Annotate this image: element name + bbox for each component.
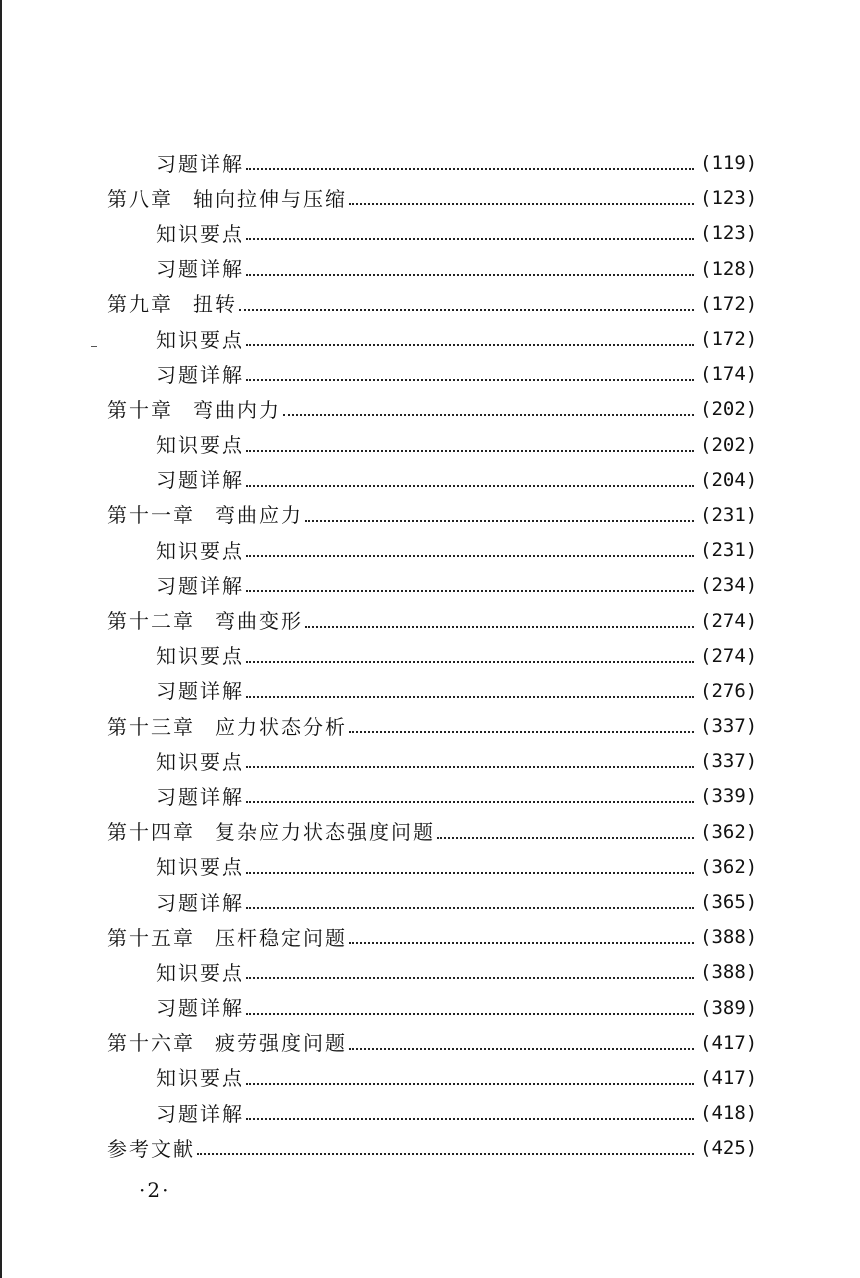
dot-leader (246, 976, 694, 979)
toc-entry-label (107, 1031, 347, 1056)
toc-section-row[interactable] (0, 885, 860, 920)
page-number: (337) (700, 715, 758, 738)
dot-leader (305, 519, 694, 522)
toc-entry-label (156, 890, 244, 915)
toc-section-row[interactable] (0, 744, 860, 779)
dot-leader (246, 695, 694, 698)
toc-chapter-row[interactable] (0, 287, 860, 322)
toc-section-row[interactable] (0, 146, 860, 181)
toc-entry-label (156, 151, 244, 176)
dot-leader (246, 484, 694, 487)
page-number: (274) (700, 644, 758, 667)
toc-section-row[interactable] (0, 252, 860, 287)
page-number: (231) (700, 503, 758, 526)
entry-title: 知识要点 (156, 855, 244, 880)
page-number: (425) (700, 1137, 758, 1160)
entry-title: 知识要点 (156, 433, 244, 458)
toc-entry-label (156, 1066, 244, 1091)
toc-entry-label (156, 257, 244, 282)
toc-entry-label (107, 820, 435, 845)
page-number: (123) (700, 222, 758, 245)
dot-leader (246, 273, 694, 276)
toc-references-row[interactable] (0, 1131, 860, 1166)
dot-leader (437, 836, 694, 839)
page-folio: ·2· (139, 1178, 171, 1202)
toc-entry-label (156, 362, 244, 387)
dot-leader (246, 1117, 694, 1120)
toc-section-row[interactable] (0, 1096, 860, 1131)
page-number: (172) (700, 328, 758, 351)
toc-section-row[interactable] (0, 955, 860, 990)
entry-title: 轴向拉伸与压缩 (193, 186, 347, 211)
dot-leader (197, 1152, 694, 1155)
entry-title: 扭转 (193, 292, 237, 317)
dot-leader (246, 343, 694, 346)
dot-leader (246, 449, 694, 452)
toc-section-row[interactable] (0, 639, 860, 674)
toc-chapter-row[interactable] (0, 815, 860, 850)
toc-entry-label (156, 996, 244, 1021)
toc-entry-label (156, 679, 244, 704)
toc-entry-label (156, 573, 244, 598)
toc-entry-label (156, 1101, 244, 1126)
toc-section-row[interactable] (0, 463, 860, 498)
toc-entry-label (156, 644, 244, 669)
toc-section-row[interactable] (0, 322, 860, 357)
toc-entry-label (156, 784, 244, 809)
entry-title: 习题详解 (156, 679, 244, 704)
entry-title: 参考文献 (107, 1136, 195, 1161)
entry-title: 知识要点 (156, 538, 244, 563)
chapter-number: 第十二章 (107, 609, 195, 634)
entry-title: 知识要点 (156, 1066, 244, 1091)
toc-entry-label (107, 397, 281, 422)
entry-title: 弯曲内力 (193, 397, 281, 422)
toc-chapter-row[interactable] (0, 392, 860, 427)
page-number: (202) (700, 398, 758, 421)
toc-entry-label (156, 433, 244, 458)
toc-section-row[interactable] (0, 674, 860, 709)
toc-chapter-row[interactable] (0, 181, 860, 216)
entry-title: 习题详解 (156, 1101, 244, 1126)
dot-leader (246, 237, 694, 240)
entry-title: 复杂应力状态强度问题 (215, 820, 435, 845)
dot-leader (349, 1047, 694, 1050)
entry-title: 习题详解 (156, 996, 244, 1021)
entry-title: 知识要点 (156, 644, 244, 669)
toc-section-row[interactable] (0, 568, 860, 603)
toc-section-row[interactable] (0, 991, 860, 1026)
page-number: (388) (700, 961, 758, 984)
page-number: (204) (700, 468, 758, 491)
dot-leader (246, 871, 694, 874)
page-number: (119) (700, 152, 758, 175)
chapter-number: 第十四章 (107, 820, 195, 845)
page-number: (274) (700, 609, 758, 632)
toc-chapter-row[interactable] (0, 498, 860, 533)
dot-leader (246, 554, 694, 557)
page-number: (388) (700, 926, 758, 949)
dot-leader (246, 1082, 694, 1085)
toc-entry-label (107, 925, 347, 950)
chapter-number: 第十一章 (107, 503, 195, 528)
page-number: (202) (700, 433, 758, 456)
entry-title: 应力状态分析 (215, 714, 347, 739)
dot-leader (246, 167, 694, 170)
page-number: (365) (700, 891, 758, 914)
toc-entry-label (156, 855, 244, 880)
entry-title: 知识要点 (156, 327, 244, 352)
dot-leader (239, 308, 694, 311)
chapter-number: 第十三章 (107, 714, 195, 739)
page-number: (362) (700, 855, 758, 878)
dot-leader (349, 730, 694, 733)
entry-title: 知识要点 (156, 749, 244, 774)
dot-leader (349, 941, 694, 944)
dot-leader (246, 906, 694, 909)
page-number: (128) (700, 257, 758, 280)
toc-section-row[interactable] (0, 1061, 860, 1096)
dot-leader (246, 765, 694, 768)
dot-leader (246, 1012, 694, 1015)
chapter-number: 第十五章 (107, 925, 195, 950)
entry-title: 习题详解 (156, 468, 244, 493)
toc-section-row[interactable] (0, 850, 860, 885)
chapter-number: 第九章 (107, 292, 173, 317)
page-number: (123) (700, 187, 758, 210)
toc-entry-label (156, 960, 244, 985)
toc-entry-label (107, 292, 237, 317)
entry-title: 弯曲应力 (215, 503, 303, 528)
toc-entry-label (156, 538, 244, 563)
dot-leader (246, 589, 694, 592)
toc-chapter-row[interactable] (0, 920, 860, 955)
page-number: (174) (700, 363, 758, 386)
entry-title: 知识要点 (156, 960, 244, 985)
toc-chapter-row[interactable] (0, 709, 860, 744)
dot-leader (246, 378, 694, 381)
page-number: (389) (700, 996, 758, 1019)
dot-leader (349, 202, 694, 205)
entry-title: 习题详解 (156, 784, 244, 809)
chapter-number: 第十章 (107, 397, 173, 422)
dot-leader (283, 413, 694, 416)
page-number: (417) (700, 1066, 758, 1089)
chapter-number: 第八章 (107, 186, 173, 211)
toc-entry-label (156, 327, 244, 352)
page-number: (362) (700, 820, 758, 843)
page-number: (337) (700, 750, 758, 773)
toc-entry-label (107, 1136, 195, 1161)
entry-title: 知识要点 (156, 221, 244, 246)
dot-leader (305, 625, 694, 628)
toc-section-row[interactable] (0, 357, 860, 392)
entry-title: 习题详解 (156, 573, 244, 598)
dot-leader (246, 660, 694, 663)
chapter-number: 第十六章 (107, 1031, 195, 1056)
toc-entry-label (107, 186, 347, 211)
entry-title: 压杆稳定问题 (215, 925, 347, 950)
toc-entry-label (156, 749, 244, 774)
toc-chapter-row[interactable] (0, 603, 860, 638)
entry-title: 习题详解 (156, 890, 244, 915)
dot-leader (246, 800, 694, 803)
page-number: (172) (700, 292, 758, 315)
entry-title: 疲劳强度问题 (215, 1031, 347, 1056)
toc-entry-label (107, 609, 303, 634)
page-number: (276) (700, 679, 758, 702)
page-number: (231) (700, 539, 758, 562)
entry-title: 弯曲变形 (215, 609, 303, 634)
table-of-contents (0, 146, 860, 1166)
toc-entry-label (107, 714, 347, 739)
toc-section-row[interactable] (0, 533, 860, 568)
entry-title: 习题详解 (156, 151, 244, 176)
entry-title: 习题详解 (156, 362, 244, 387)
toc-section-row[interactable] (0, 428, 860, 463)
toc-section-row[interactable] (0, 779, 860, 814)
page-number: (339) (700, 785, 758, 808)
toc-section-row[interactable] (0, 216, 860, 251)
toc-chapter-row[interactable] (0, 1026, 860, 1061)
toc-entry-label (156, 221, 244, 246)
entry-title: 习题详解 (156, 257, 244, 282)
toc-entry-label (156, 468, 244, 493)
page-number: (234) (700, 574, 758, 597)
page-number: (417) (700, 1031, 758, 1054)
toc-entry-label (107, 503, 303, 528)
page-number: (418) (700, 1102, 758, 1125)
